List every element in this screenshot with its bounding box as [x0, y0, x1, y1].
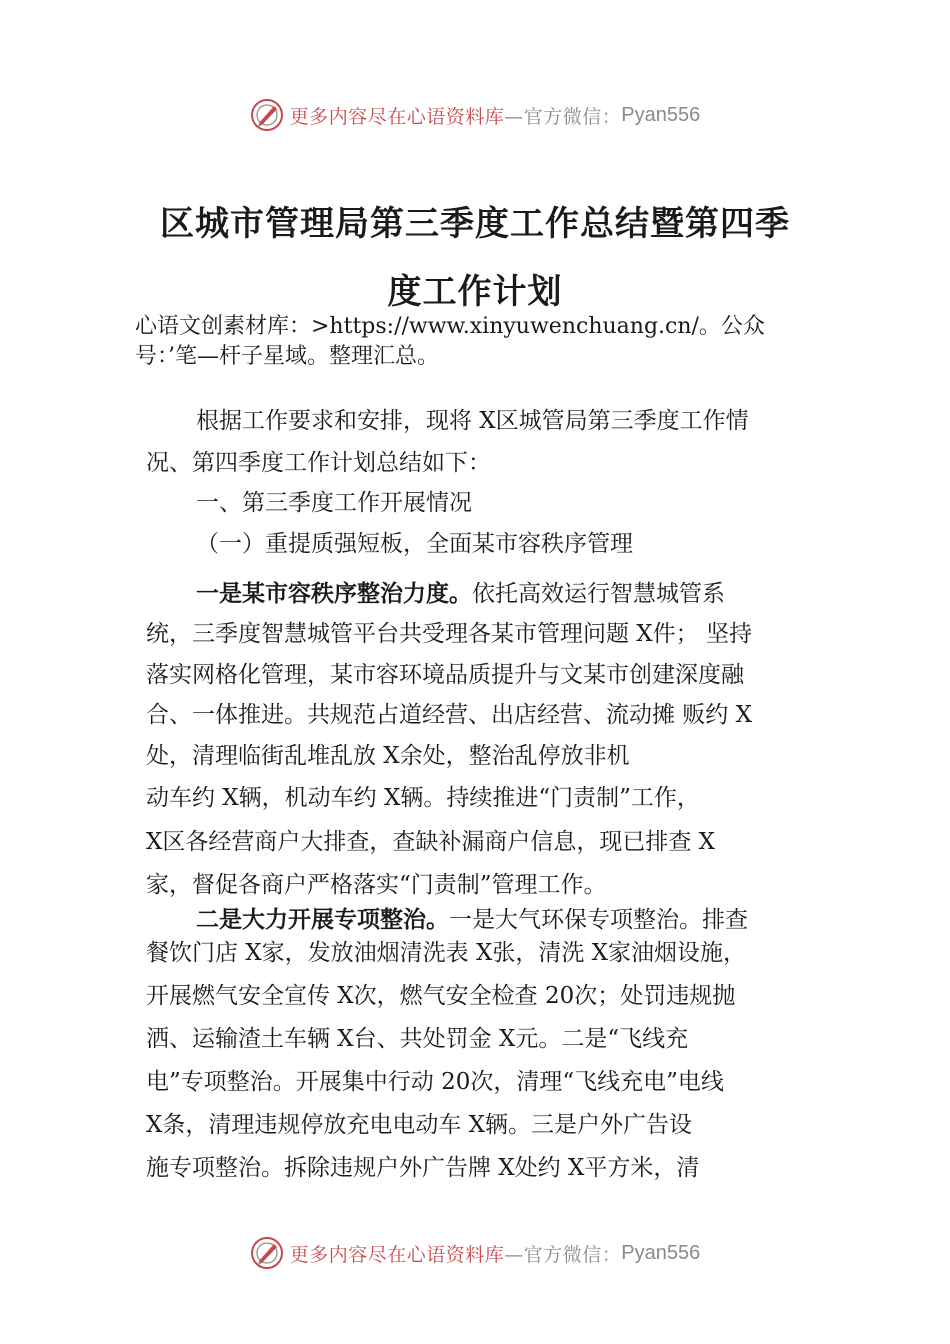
- para1-line-1-text: 依托高效运行智慧城管系: [472, 581, 725, 607]
- watermark-site: 更多内容尽在心语资料库: [289, 105, 505, 128]
- watermark-id: Pyan556: [621, 103, 701, 126]
- para1-line-8: 家，督促各商户严格落实“门责制”管理工作。: [146, 872, 607, 898]
- para1-lead: 一是某市容秩序整治力度。: [196, 581, 472, 607]
- pen-logo-icon: [250, 98, 284, 132]
- source-line-1: 心语文创素材库：>https://www.xinyuwenchuang.cn/。公众: [135, 314, 765, 339]
- watermark-site: 更多内容尽在心语资料库: [289, 1243, 505, 1266]
- watermark-banner-top: [0, 95, 950, 135]
- doc-title-line-2: 度工作计划: [387, 272, 563, 312]
- para2-line-3: 开展燃气安全宣传 X次，燃气安全检查 20次；处罚违规抛: [146, 983, 736, 1009]
- para2-line-5: 电”专项整治。开展集中行动 20次，清理“飞线充电”电线: [146, 1069, 724, 1095]
- intro-line-1: 根据工作要求和安排，现将 X区城管局第三季度工作情: [196, 408, 749, 434]
- para1-line-7: X区各经营商户大排查，查缺补漏商户信息，现已排查 X: [146, 829, 716, 855]
- para1-line-2: 统，三季度智慧城管平台共受理各某市管理问题 X件； 坚持: [146, 621, 752, 647]
- para2-line-2: 餐饮门店 X家，发放油烟清洗表 X张，清洗 X家油烟设施，: [146, 940, 747, 966]
- doc-title-line-1: 区城市管理局第三季度工作总结暨第四季: [160, 204, 790, 244]
- para1-line-4: 合、一体推进。共规范占道经营、出店经营、流动摊 贩约 X: [146, 702, 752, 728]
- intro-line-2: 况、第四季度工作计划总结如下：: [146, 450, 491, 476]
- source-line-2: 号：’笔—杆子星域。整理汇总。: [135, 344, 439, 369]
- para2-line-6: X条，清理违规停放充电电动车 X辆。三是户外广告设: [146, 1112, 693, 1138]
- para1-line-3: 落实网格化管理，某市容环境品质提升与文某市创建深度融: [146, 662, 744, 688]
- para1-line-5: 处，清理临街乱堆乱放 X余处，整治乱停放非机: [146, 743, 630, 769]
- para2-lead: 二是大力开展专项整治。: [196, 907, 449, 933]
- para1-line-1: [196, 579, 725, 609]
- para2-line-1: [196, 905, 748, 935]
- pen-logo-icon: [250, 1236, 284, 1270]
- section-heading-1: 一、第三季度工作开展情况: [196, 490, 472, 516]
- watermark-separator: —官方微信：: [504, 1243, 622, 1266]
- watermark-banner-bottom: [0, 1233, 950, 1273]
- watermark-separator: —官方微信：: [504, 105, 622, 128]
- para2-line-7: 施专项整治。拆除违规户外广告牌 X处约 X平方米，清: [146, 1155, 700, 1181]
- para1-line-6: 动车约 X辆，机动车约 X辆。持续推进“门责制”工作，: [146, 785, 700, 811]
- para2-line-4: 洒、运输渣土车辆 X台、共处罚金 X元。二是“飞线充: [146, 1026, 689, 1052]
- para2-line-1-text: 一是大气环保专项整治。排查: [449, 907, 748, 933]
- watermark-id: Pyan556: [621, 1241, 701, 1264]
- section-heading-2: （一）重提质强短板，全面某市容秩序管理: [196, 531, 633, 557]
